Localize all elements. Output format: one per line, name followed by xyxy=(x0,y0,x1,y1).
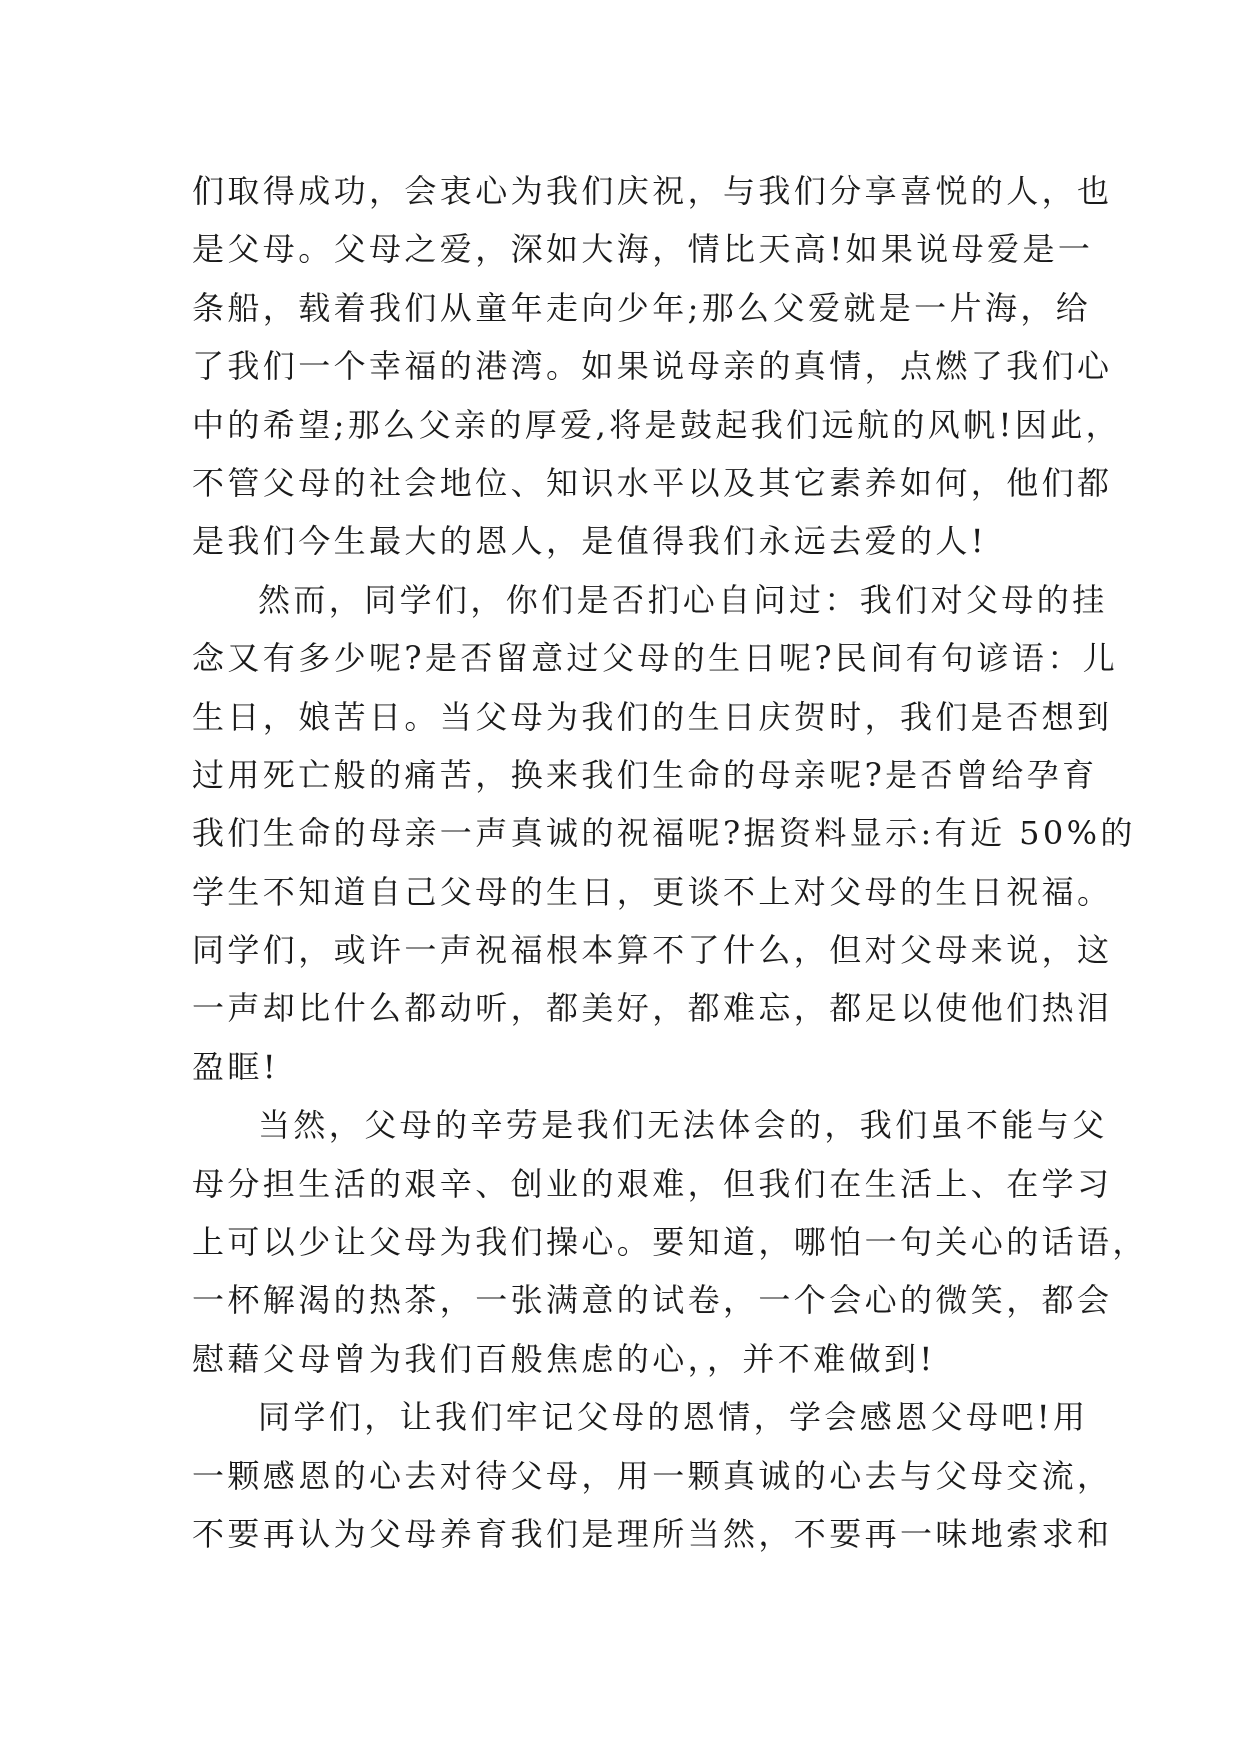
text-line: 过用死亡般的痛苦，换来我们生命的母亲呢?是否曾给孕育 xyxy=(192,755,1098,794)
text-line: 不要再认为父母养育我们是理所当然，不要再一味地索求和 xyxy=(192,1514,1113,1553)
text-line: 了我们一个幸福的港湾。如果说母亲的真情，点燃了我们心 xyxy=(192,347,1113,386)
paragraph-first-line: 同学们，让我们牢记父母的恩情，学会感恩父母吧!用 xyxy=(258,1398,1089,1437)
text-line: 我们生命的母亲一声真诚的祝福呢?据资料显示:有近 50%的 xyxy=(192,814,1136,853)
text-line: 一杯解渴的热茶，一张满意的试卷，一个会心的微笑，都会 xyxy=(192,1281,1113,1320)
text-line: 中的希望;那么父亲的厚爱,将是鼓起我们远航的风帆!因此， xyxy=(192,405,1122,444)
text-line: 学生不知道自己父母的生日，更谈不上对父母的生日祝福。 xyxy=(192,872,1113,911)
document-body xyxy=(192,162,1148,1563)
text-line: 一声却比什么都动听，都美好，都难忘，都足以使他们热泪 xyxy=(192,989,1113,1028)
text-line: 不管父母的社会地位、知识水平以及其它素养如何，他们都 xyxy=(192,463,1113,502)
text-line: 们取得成功，会衷心为我们庆祝，与我们分享喜悦的人，也 xyxy=(192,172,1113,210)
text-line: 生日，娘苦日。当父母为我们的生日庆贺时，我们是否想到 xyxy=(192,697,1113,736)
text-line: 一颗感恩的心去对待父母，用一颗真诚的心去与父母交流， xyxy=(192,1456,1113,1495)
text-line: 慰藉父母曾为我们百般焦虑的心，，并不难做到! xyxy=(192,1339,936,1378)
text-line: 母分担生活的艰辛、创业的艰难，但我们在生活上、在学习 xyxy=(192,1164,1113,1203)
text-line: 上可以少让父母为我们操心。要知道，哪怕一句关心的话语， xyxy=(192,1223,1148,1262)
text-line: 同学们，或许一声祝福根本算不了什么，但对父母来说，这 xyxy=(192,931,1113,970)
text-line: 念又有多少呢?是否留意过父母的生日呢?民间有句谚语：儿 xyxy=(192,639,1119,678)
paragraph-first-line: 然而，同学们，你们是否扪心自问过：我们对父母的挂 xyxy=(258,580,1108,619)
text-line: 盈眶! xyxy=(192,1047,280,1086)
paragraph-first-line: 当然，父母的辛劳是我们无法体会的，我们虽不能与父 xyxy=(258,1106,1108,1145)
text-line: 条船，载着我们从童年走向少年;那么父爱就是一片海，给 xyxy=(192,288,1092,327)
text-line: 是父母。父母之爱，深如大海，情比天高!如果说母爱是一 xyxy=(192,230,1094,269)
text-line: 是我们今生最大的恩人，是值得我们永远去爱的人! xyxy=(192,522,988,561)
